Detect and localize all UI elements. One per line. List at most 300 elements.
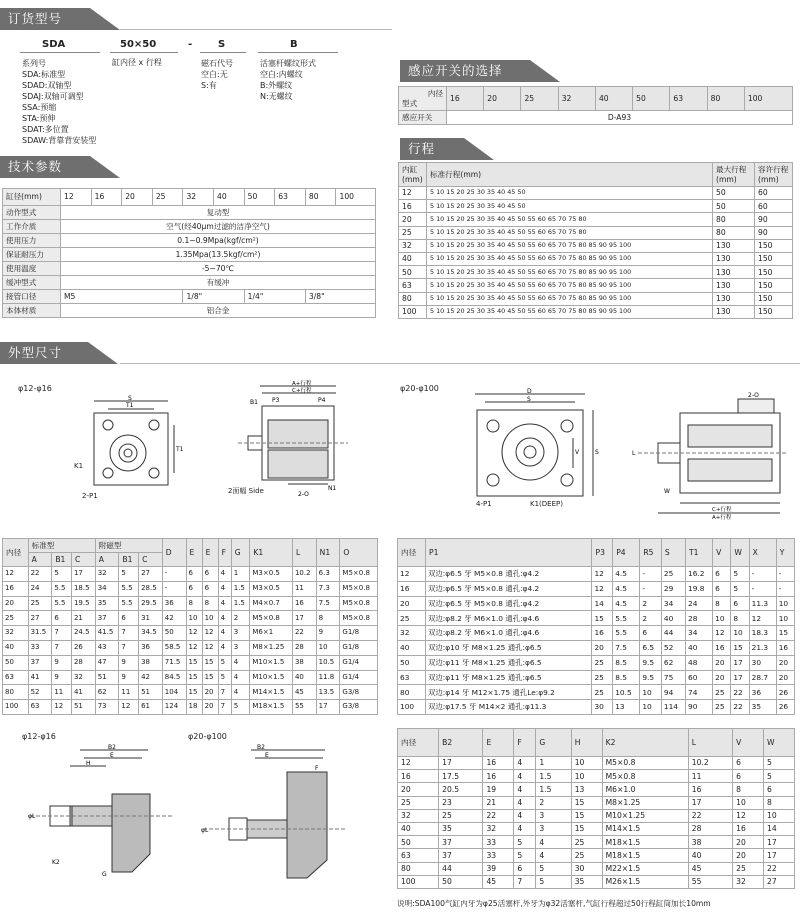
- table-cell: 10: [316, 640, 340, 655]
- lbl-t1: T1: [126, 402, 134, 409]
- table-cell: 1.5: [536, 783, 571, 796]
- table-cell: 4: [218, 581, 231, 596]
- table-cell: 双边:φ14 牙 M12×1.75 通孔Le:φ9.2: [426, 685, 592, 700]
- table-cell: 17: [731, 655, 749, 670]
- table-cell: 4: [218, 596, 231, 611]
- table-cell: G1/8: [340, 626, 378, 641]
- table-cell: 接管口径: [3, 290, 61, 304]
- order-code-thread: B: [290, 39, 298, 50]
- table-cell: 20: [484, 87, 521, 111]
- table-cell: [399, 87, 447, 111]
- table-cell: 50: [162, 626, 186, 641]
- table-cell: 130: [713, 239, 755, 252]
- table-cell: 16: [713, 640, 731, 655]
- table-cell: 25: [571, 836, 602, 849]
- diagram-large-front: [455, 388, 615, 513]
- table-cell: 1.5: [536, 770, 571, 783]
- table-cell: 80: [305, 189, 336, 206]
- diagram-large-side: [628, 385, 793, 520]
- table-cell: 51: [139, 685, 163, 700]
- table-cell: 6: [640, 626, 662, 641]
- table-cell: 16: [733, 822, 764, 835]
- table-cell: 8.5: [613, 670, 640, 685]
- sensor-hdr-bot: 型式: [402, 98, 418, 108]
- table-cell: 4: [231, 670, 250, 685]
- table-cell: 20: [399, 213, 427, 226]
- table-cell: 60: [755, 187, 793, 200]
- table-cell: 55: [292, 700, 316, 715]
- table-cell: 11.8: [316, 670, 340, 685]
- table-cell: 5 10 15 20 25 30 35 40 45 50 55 60 65 70 75 80 85 90 95 100: [427, 279, 713, 292]
- table-cell: 17: [764, 836, 795, 849]
- dims-table-2: [397, 538, 795, 715]
- diagram-small-front: [80, 395, 210, 505]
- lbl-o: 2-O: [298, 491, 309, 498]
- table-cell: M10×1.5: [250, 670, 293, 685]
- table-cell: 4.5: [613, 596, 640, 611]
- table-cell: 55: [688, 875, 732, 888]
- lbl-s: S: [128, 395, 132, 402]
- order-line: STA:预伸: [22, 114, 56, 123]
- table-cell: 63: [398, 670, 426, 685]
- table-cell: 1: [536, 757, 571, 770]
- table-cell: 80: [3, 685, 29, 700]
- table-cell: 4: [514, 783, 536, 796]
- table-cell: 43: [95, 640, 119, 655]
- table-cell: 10: [764, 809, 795, 822]
- table-cell: 37: [439, 849, 483, 862]
- table-cell: 7.5: [316, 596, 340, 611]
- table-cell: 20: [3, 596, 29, 611]
- table-cell: M3×0.5: [250, 567, 293, 582]
- table-cell: G: [536, 729, 571, 757]
- table-cell: 17: [71, 567, 95, 582]
- table-cell: 5 10 15 20 25 30 35 40 45 50 55 60 65 70 75 80 85 90 95 100: [427, 305, 713, 318]
- table-cell: 80: [398, 685, 426, 700]
- table-cell: 双边:φ11 牙 M8×1.25 通孔:φ6.5: [426, 670, 592, 685]
- table-cell: 150: [755, 279, 793, 292]
- table-cell: -: [776, 567, 794, 582]
- table-cell: 10.2: [292, 567, 316, 582]
- lbl-k1: K1: [74, 462, 84, 470]
- order-code-dash: -: [188, 39, 193, 50]
- table-cell: 51: [95, 670, 119, 685]
- diagram-label-large-rod: φ20-φ100: [188, 732, 227, 741]
- table-cell: 28: [686, 611, 713, 626]
- table-cell: C: [139, 553, 163, 567]
- table-cell: 12: [202, 640, 218, 655]
- table-cell: 32: [183, 189, 214, 206]
- table-cell: 130: [713, 279, 755, 292]
- table-cell: 28: [292, 640, 316, 655]
- table-cell: 19: [483, 783, 514, 796]
- table-cell: 20: [713, 670, 731, 685]
- table-cell: 1/8": [183, 290, 244, 304]
- table-cell: 10: [731, 626, 749, 641]
- table-cell: 33: [483, 849, 514, 862]
- table-cell: 50: [713, 200, 755, 213]
- table-cell: -: [640, 581, 662, 596]
- table-cell: 37: [28, 655, 52, 670]
- table-cell: 40: [399, 252, 427, 265]
- table-cell: 1.5: [231, 596, 250, 611]
- table-cell: 22: [483, 809, 514, 822]
- table-cell: 10: [640, 700, 662, 715]
- table-cell: 6: [186, 581, 202, 596]
- table-cell: -: [749, 567, 776, 582]
- table-cell: 感应开关: [399, 111, 447, 125]
- order-magnet-list: [201, 58, 233, 91]
- dims-header: 外型尺寸: [0, 342, 88, 364]
- table-cell: M10×1.5: [250, 655, 293, 670]
- table-cell: 38: [139, 655, 163, 670]
- order-line: 活塞杆螺纹形式: [260, 59, 316, 68]
- table-cell: 5: [536, 862, 571, 875]
- table-cell: N1: [316, 539, 340, 567]
- table-cell: 10: [733, 796, 764, 809]
- order-line: 系列号: [22, 59, 46, 68]
- table-cell: M5: [61, 290, 183, 304]
- table-cell: 12: [3, 567, 29, 582]
- table-cell: 11: [688, 770, 732, 783]
- table-cell: 20: [733, 836, 764, 849]
- table-cell: 10: [713, 611, 731, 626]
- table-cell: 工作介质: [3, 220, 61, 234]
- table-cell: 18: [186, 700, 202, 715]
- diagram-label-small: φ12-φ16: [18, 384, 52, 393]
- table-cell: 9: [316, 626, 340, 641]
- table-cell: D: [162, 539, 186, 567]
- table-cell: 4.5: [613, 567, 640, 582]
- order-thread-list: [260, 58, 316, 102]
- table-cell: 8: [713, 596, 731, 611]
- table-cell: M10×1.25: [602, 809, 688, 822]
- table-cell: 50: [244, 189, 275, 206]
- table-cell: T1: [686, 539, 713, 567]
- table-cell: 10: [640, 685, 662, 700]
- table-cell: 27: [764, 875, 795, 888]
- table-cell: 25: [592, 655, 613, 670]
- table-cell: D-A93: [447, 111, 793, 125]
- table-cell: 41: [71, 685, 95, 700]
- table-cell: 50: [398, 836, 439, 849]
- table-cell: 37: [95, 611, 119, 626]
- table-cell: 71.5: [162, 655, 186, 670]
- table-cell: G3/8: [340, 685, 378, 700]
- table-cell: 12: [52, 700, 72, 715]
- tech-table: [2, 188, 376, 318]
- table-cell: 20: [592, 640, 613, 655]
- table-cell: 5 10 15 20 25 30 35 40 45 50 55 60 65 70 75 80 85 90 95 100: [427, 252, 713, 265]
- table-cell: 36: [139, 640, 163, 655]
- table-cell: 6: [119, 611, 139, 626]
- table-cell: 4.5: [613, 581, 640, 596]
- table-cell: 80: [399, 292, 427, 305]
- table-cell: 28.5: [139, 581, 163, 596]
- table-cell: 63: [3, 670, 29, 685]
- table-cell: 6: [514, 862, 536, 875]
- table-cell: 5 10 15 20 25 30 35 40 45 50 55 60 65 70 75 80 85 90 95 100: [427, 292, 713, 305]
- table-cell: 24.5: [71, 626, 95, 641]
- table-cell: 74: [686, 685, 713, 700]
- table-cell: 0.1~0.9Mpa(kgf/cm²): [61, 234, 376, 248]
- table-cell: 15: [731, 640, 749, 655]
- table-cell: 空气(经40μm过滤的洁净空气): [61, 220, 376, 234]
- table-cell: 17: [439, 757, 483, 770]
- table-cell: 最大行程(mm): [713, 163, 755, 187]
- table-cell: 2: [536, 796, 571, 809]
- table-cell: 17: [292, 611, 316, 626]
- table-cell: 20: [733, 849, 764, 862]
- table-cell: 12: [713, 626, 731, 641]
- table-cell: 130: [713, 266, 755, 279]
- table-cell: 35: [95, 596, 119, 611]
- table-cell: G1/4: [340, 655, 378, 670]
- table-cell: S: [661, 539, 685, 567]
- table-cell: 17: [316, 700, 340, 715]
- table-cell: A: [28, 553, 52, 567]
- table-cell: R5: [640, 539, 662, 567]
- table-cell: 4: [536, 849, 571, 862]
- order-line: SDA:标准型: [22, 70, 66, 79]
- table-cell: 20: [776, 655, 794, 670]
- table-cell: -: [162, 567, 186, 582]
- table-cell: 12: [733, 809, 764, 822]
- table-cell: 3: [231, 640, 250, 655]
- table-cell: 内缸(mm): [399, 163, 427, 187]
- table-cell: 7: [119, 640, 139, 655]
- table-cell: 58.5: [162, 640, 186, 655]
- table-cell: M3×0.5: [250, 581, 293, 596]
- table-cell: P3: [592, 539, 613, 567]
- table-cell: 双边:φ8.2 牙 M6×1.0 通孔:φ4.6: [426, 626, 592, 641]
- table-cell: 12: [399, 187, 427, 200]
- table-cell: 3: [536, 809, 571, 822]
- table-cell: 10: [186, 611, 202, 626]
- table-cell: 6: [733, 770, 764, 783]
- order-line: 空白:无: [201, 70, 228, 79]
- table-cell: 7: [514, 875, 536, 888]
- table-cell: 84.5: [162, 670, 186, 685]
- table-cell: 15: [571, 809, 602, 822]
- lbl-k2: K2: [52, 859, 60, 866]
- lbl-t1v: T1: [176, 446, 184, 453]
- table-cell: M8×1.25: [250, 640, 293, 655]
- table-cell: 7: [218, 700, 231, 715]
- lbl-p1: 2-P1: [82, 492, 98, 500]
- table-cell: 75: [661, 670, 685, 685]
- table-cell: 2: [640, 611, 662, 626]
- diagram-small-side: [228, 380, 358, 500]
- order-code-size: 50×50: [120, 39, 157, 50]
- table-cell: 25: [521, 87, 558, 111]
- table-cell: 缸径(mm): [3, 189, 61, 206]
- table-cell: 15: [186, 655, 202, 670]
- tech-header: 技术参数: [0, 156, 90, 178]
- lbl-h: H: [86, 760, 91, 767]
- table-cell: 31.5: [28, 626, 52, 641]
- table-cell: 动作型式: [3, 206, 61, 220]
- table-cell: 150: [755, 292, 793, 305]
- table-cell: 6: [713, 581, 731, 596]
- table-cell: 26: [71, 640, 95, 655]
- table-cell: 25: [592, 685, 613, 700]
- table-cell: B2: [439, 729, 483, 757]
- table-cell: 80: [713, 226, 755, 239]
- lbl-f: F: [315, 765, 319, 772]
- table-cell: 25: [28, 596, 52, 611]
- lbl-s3: S: [595, 449, 599, 456]
- table-cell: 15: [571, 822, 602, 835]
- table-cell: 8: [733, 783, 764, 796]
- table-cell: B1: [119, 553, 139, 567]
- lbl-l2: φL: [28, 813, 36, 820]
- table-cell: 24: [686, 596, 713, 611]
- order-line: SDAT:多位置: [22, 125, 69, 134]
- table-cell: O: [340, 539, 378, 567]
- table-cell: 150: [755, 266, 793, 279]
- table-cell: 41.5: [95, 626, 119, 641]
- table-cell: 10.5: [316, 655, 340, 670]
- table-cell: 12: [202, 626, 218, 641]
- table-cell: 4: [218, 640, 231, 655]
- table-cell: 25: [439, 809, 483, 822]
- table-cell: H: [571, 729, 602, 757]
- table-cell: 45: [483, 875, 514, 888]
- table-cell: 32: [398, 626, 426, 641]
- table-cell: 40: [661, 611, 685, 626]
- table-cell: 24: [28, 581, 52, 596]
- table-cell: 38: [292, 655, 316, 670]
- table-cell: 42: [139, 670, 163, 685]
- table-cell: 28: [71, 655, 95, 670]
- table-cell: 内径: [3, 539, 29, 567]
- table-cell: 22: [731, 685, 749, 700]
- table-cell: 61: [139, 700, 163, 715]
- table-cell: 25: [152, 189, 183, 206]
- table-cell: 12: [119, 700, 139, 715]
- order-line: S:有: [201, 81, 217, 90]
- order-size-desc: 缸内径 x 行程: [112, 58, 162, 67]
- table-cell: 31: [139, 611, 163, 626]
- table-cell: G3/8: [340, 700, 378, 715]
- table-cell: 9: [119, 655, 139, 670]
- table-cell: 25: [398, 796, 439, 809]
- table-cell: 15: [186, 685, 202, 700]
- table-cell: -: [640, 567, 662, 582]
- table-cell: 17: [764, 849, 795, 862]
- table-cell: 17.5: [439, 770, 483, 783]
- table-cell: 4: [514, 809, 536, 822]
- table-cell: 20: [713, 655, 731, 670]
- table-cell: 150: [755, 305, 793, 318]
- table-cell: 63: [398, 849, 439, 862]
- table-cell: G1/8: [340, 640, 378, 655]
- table-cell: 21: [71, 611, 95, 626]
- order-line: SDAD:双轴型: [22, 81, 72, 90]
- table-cell: 10.5: [613, 685, 640, 700]
- table-cell: M8×1.25: [602, 796, 688, 809]
- lbl-n1: N1: [328, 485, 337, 492]
- table-cell: 52: [661, 640, 685, 655]
- table-cell: 50: [3, 655, 29, 670]
- table-cell: 32: [399, 239, 427, 252]
- table-cell: 15: [202, 655, 218, 670]
- table-cell: 124: [162, 700, 186, 715]
- table-cell: M18×1.5: [250, 700, 293, 715]
- table-cell: 5.5: [52, 596, 72, 611]
- table-cell: 9.5: [640, 670, 662, 685]
- order-header: 订货型号: [0, 8, 90, 30]
- lbl-eb: E: [265, 752, 269, 759]
- table-cell: 20: [122, 189, 153, 206]
- table-cell: 12: [398, 567, 426, 582]
- table-cell: 20: [202, 700, 218, 715]
- order-line: B:外螺纹: [260, 81, 293, 90]
- table-cell: 5 10 15 20 25 30 35 40 45 50 55 60 65 70 75 80: [427, 226, 713, 239]
- table-cell: 44: [439, 862, 483, 875]
- lbl-v: V: [575, 449, 580, 456]
- table-cell: 20: [398, 783, 439, 796]
- table-cell: 复动型: [61, 206, 376, 220]
- table-cell: L: [292, 539, 316, 567]
- table-cell: M5×0.8: [250, 611, 293, 626]
- table-cell: 有缓冲: [61, 276, 376, 290]
- table-cell: 5: [731, 567, 749, 582]
- table-cell: M5×0.8: [340, 596, 378, 611]
- table-cell: 12: [186, 626, 202, 641]
- table-cell: M18×1.5: [602, 849, 688, 862]
- table-cell: 60: [686, 670, 713, 685]
- table-cell: 80: [713, 213, 755, 226]
- table-cell: -: [776, 581, 794, 596]
- table-cell: 双边:φ10 牙 M8×1.25 通孔:φ6.5: [426, 640, 592, 655]
- table-cell: 16: [292, 596, 316, 611]
- table-cell: -: [749, 581, 776, 596]
- table-cell: 6: [713, 567, 731, 582]
- table-cell: 39: [483, 862, 514, 875]
- table-cell: 32: [558, 87, 595, 111]
- table-cell: 10: [571, 770, 602, 783]
- table-cell: 63: [275, 189, 306, 206]
- table-cell: 16.2: [686, 567, 713, 582]
- table-cell: G1/4: [340, 670, 378, 685]
- table-cell: 铝合金: [61, 304, 376, 318]
- table-cell: 16: [483, 770, 514, 783]
- table-cell: 11: [52, 685, 72, 700]
- lbl-l: L: [632, 450, 636, 457]
- table-cell: M14×1.5: [250, 685, 293, 700]
- table-cell: 6.5: [640, 640, 662, 655]
- table-cell: 4: [218, 567, 231, 582]
- table-cell: 62: [95, 685, 119, 700]
- stroke-header: 行程: [400, 138, 464, 160]
- table-cell: F: [218, 539, 231, 567]
- lbl-a: A+行程: [292, 381, 312, 387]
- table-cell: 36: [749, 685, 776, 700]
- lbl-c: C+行程: [292, 388, 312, 394]
- table-cell: M5×0.8: [340, 567, 378, 582]
- table-cell: 26: [776, 685, 794, 700]
- table-cell: 100: [3, 700, 29, 715]
- table-cell: 90: [686, 700, 713, 715]
- table-cell: 6.3: [316, 567, 340, 582]
- order-line: 空白:内螺纹: [260, 70, 303, 79]
- table-cell: W: [731, 539, 749, 567]
- table-cell: 40: [688, 849, 732, 862]
- table-cell: 34: [661, 596, 685, 611]
- lbl-a2: A+行程: [712, 515, 732, 520]
